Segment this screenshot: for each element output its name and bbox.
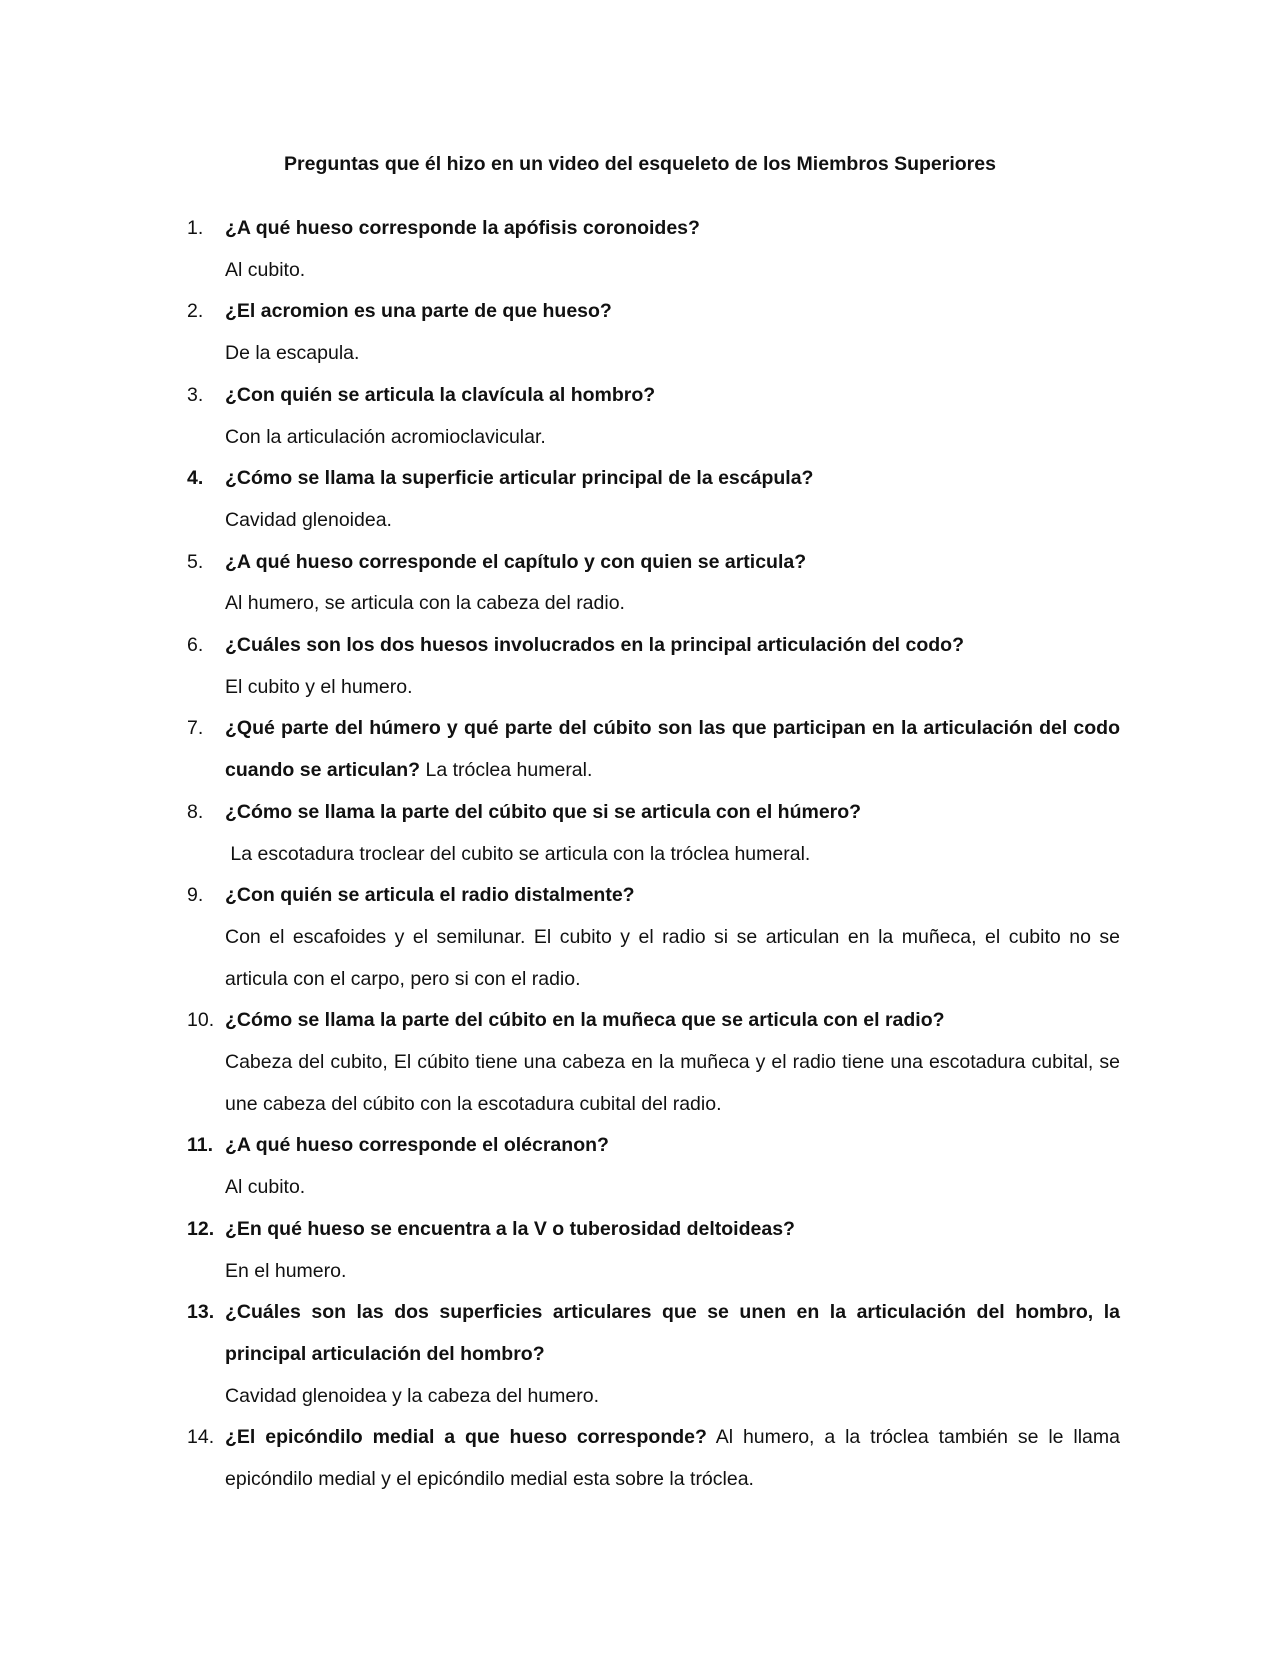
item-number: 4. xyxy=(187,467,204,490)
answer-text: Cavidad glenoidea y la cabeza del humero. xyxy=(225,1384,599,1407)
answer-text: Cabeza del cubito, El cúbito tiene una cabeza en la muñeca y el radio tiene una escotadura cubital, se une cabeza del cúbito con la escotadura cubital del radio. xyxy=(225,1051,1120,1115)
item-number: 11. xyxy=(187,1134,214,1157)
list-item xyxy=(187,291,1120,374)
question-text: ¿A qué hueso corresponde la apófisis coronoides? xyxy=(225,217,700,239)
item-number: 9. xyxy=(187,884,204,907)
question-text: ¿Qué parte del húmero y qué parte del cúbito son las que participan en la articulación del codo cuando se articulan? xyxy=(225,717,1120,782)
answer-text: La escotadura troclear del cubito se articula con la tróclea humeral. xyxy=(225,842,811,865)
list-item xyxy=(187,625,1120,708)
item-number: 3. xyxy=(187,383,204,406)
question-text: ¿A qué hueso corresponde el olécranon? xyxy=(225,1134,609,1157)
question-text: ¿Cómo se llama la parte del cúbito que si se articula con el húmero? xyxy=(225,800,862,823)
item-number: 5. xyxy=(187,550,204,573)
answer-text: En el humero. xyxy=(225,1259,347,1282)
list-item xyxy=(187,792,1120,875)
question-text: ¿Con quién se articula el radio distalmente? xyxy=(225,884,635,907)
item-number: 7. xyxy=(187,717,204,740)
question-text: ¿En qué hueso se encuentra a la V o tuberosidad deltoideas? xyxy=(225,1217,795,1240)
answer-text: Al humero, se articula con la cabeza del radio. xyxy=(225,592,625,615)
item-number: 10. xyxy=(187,1009,215,1032)
question-text: ¿Cuáles son los dos huesos involucrados en la principal articulación del codo? xyxy=(225,634,964,657)
list-item xyxy=(187,708,1120,791)
document-title: Preguntas que él hizo en un video del esqueleto de los Miembros Superiores xyxy=(284,153,996,175)
list-item xyxy=(187,542,1120,625)
inline-answer-text: La tróclea humeral. xyxy=(420,759,593,782)
list-item xyxy=(187,458,1120,541)
item-number: 6. xyxy=(187,634,204,657)
list-item xyxy=(187,375,1120,458)
item-number: 8. xyxy=(187,800,204,823)
list-item xyxy=(187,208,1120,291)
list-item xyxy=(187,1000,1120,1125)
question-text: ¿Cómo se llama la superficie articular principal de la escápula? xyxy=(225,467,814,490)
list-item xyxy=(187,1209,1120,1292)
list-item xyxy=(187,1417,1120,1500)
answer-text: Con la articulación acromioclavicular. xyxy=(225,425,546,448)
inline-answer-text: Al humero, a la tróclea también se le llama epicóndilo medial y el epicóndilo medial esta sobre la tróclea. xyxy=(225,1426,1120,1491)
answer-text: Con el escafoides y el semilunar. El cubito y el radio si se articulan en la muñeca, el cubito no se articula con el carpo, pero si con el radio. xyxy=(225,925,1120,990)
question-text: ¿Cómo se llama la parte del cúbito en la muñeca que se articula con el radio? xyxy=(225,1009,945,1032)
item-number: 1. xyxy=(187,217,204,239)
item-number: 12. xyxy=(187,1217,215,1240)
answer-text: Al cubito. xyxy=(225,1176,306,1199)
item-number: 13. xyxy=(187,1301,215,1324)
question-text: ¿Con quién se articula la clavícula al hombro? xyxy=(225,383,656,406)
item-number: 14. xyxy=(187,1426,215,1449)
list-item xyxy=(187,1125,1120,1208)
question-list xyxy=(187,208,1120,1501)
question-text: ¿A qué hueso corresponde el capítulo y con quien se articula? xyxy=(225,550,807,573)
list-item xyxy=(187,875,1120,1000)
question-text: ¿El epicóndilo medial a que hueso corresponde? xyxy=(225,1426,707,1449)
list-item xyxy=(187,1292,1120,1417)
question-text: ¿El acromion es una parte de que hueso? xyxy=(225,300,612,323)
answer-text: De la escapula. xyxy=(225,342,360,365)
answer-text: El cubito y el humero. xyxy=(225,675,413,698)
item-number: 2. xyxy=(187,300,204,323)
question-text: ¿Cuáles son las dos superficies articulares que se unen en la articulación del hombro, la principal articulación del hombro? xyxy=(225,1301,1120,1365)
answer-text: Al cubito. xyxy=(225,258,306,281)
answer-text: Cavidad glenoidea. xyxy=(225,508,392,531)
